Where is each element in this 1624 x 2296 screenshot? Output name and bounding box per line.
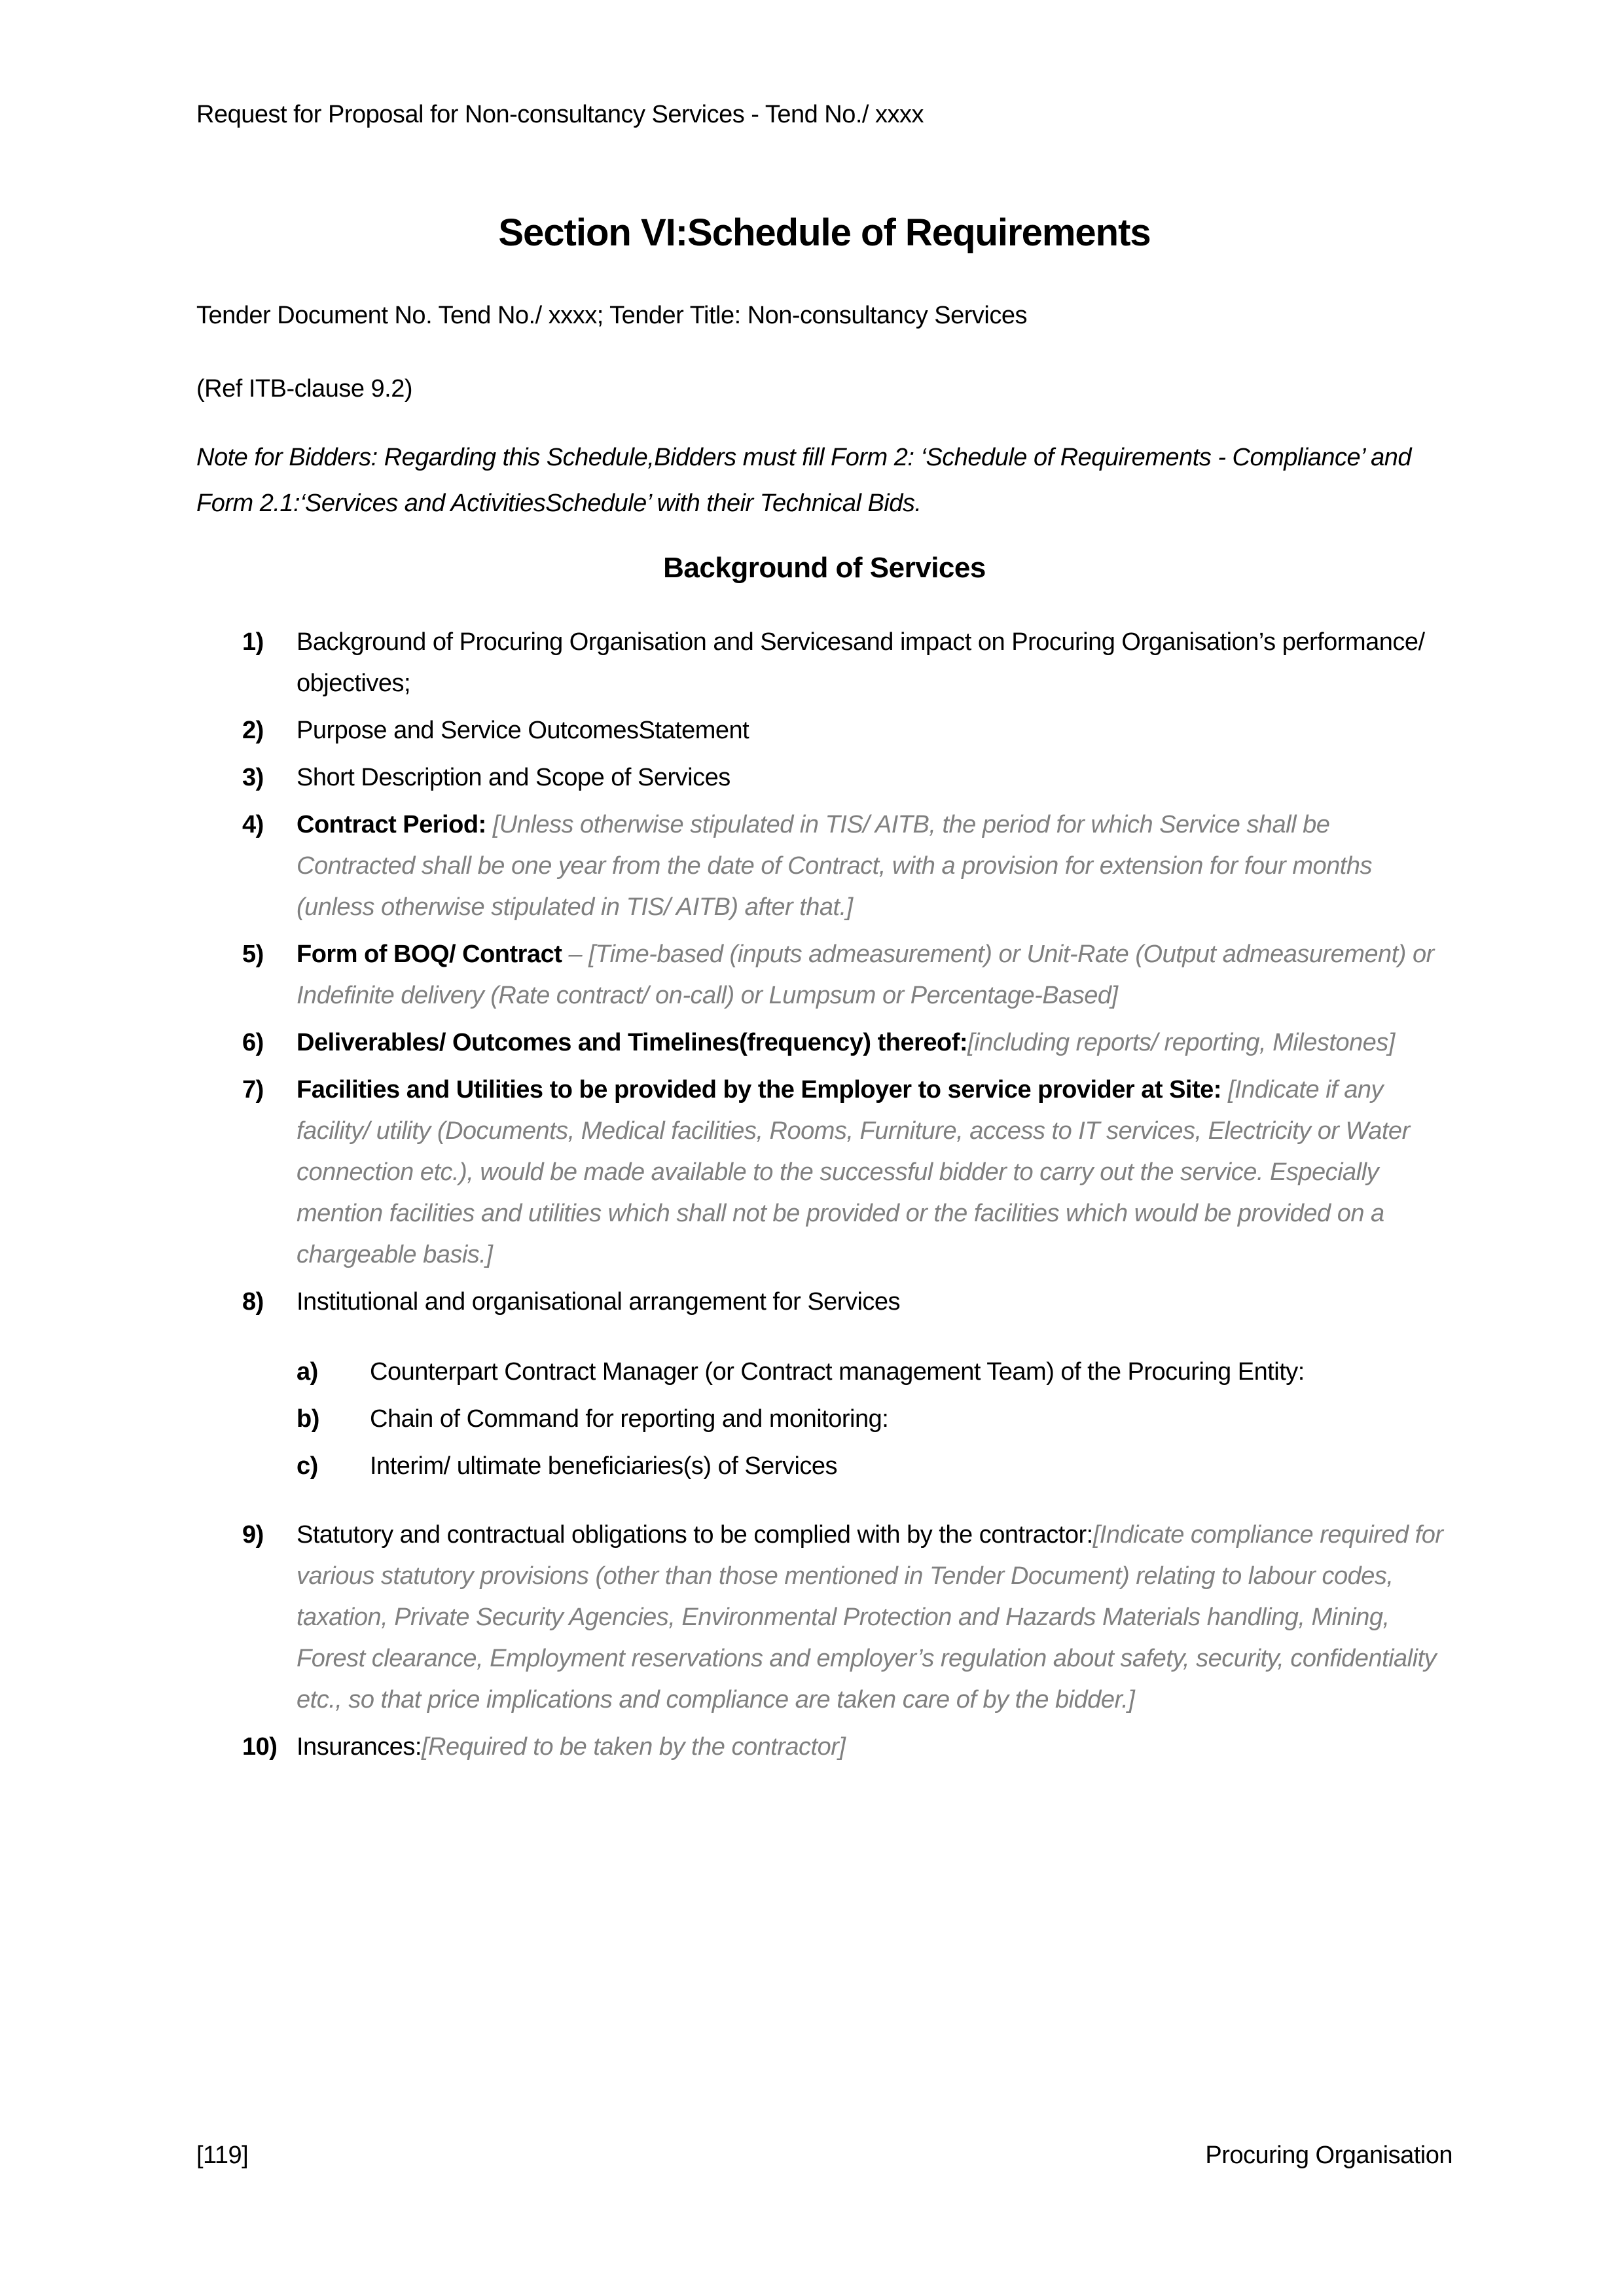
item-lead: Facilities and Utilities to be provided by the Employer to service provider at Site: [297, 1076, 1228, 1103]
page-number: [119] [196, 2142, 249, 2169]
item-lead: Deliverables/ Outcomes and Timelines(frequency) thereof: [297, 1029, 968, 1056]
item-marker: 2) [242, 717, 264, 744]
sub-list-item [297, 1399, 1453, 1440]
list-item [242, 1282, 1453, 1323]
page-title: Section VI:Schedule of Requirements [498, 211, 1151, 254]
item-gray: [Indicate if any facility/ utility (Documents, Medical facilities, Rooms, Furniture, access to IT services, Electricity or Water connection etc.), would be made available to the successful bidder to carry out the service. Especially mention facilities and utilities which shall not be provided or the facilities which would be provided on a chargeable basis.] [297, 1076, 1410, 1268]
page-header [196, 98, 1453, 131]
item-marker: 7) [242, 1076, 264, 1103]
list-item [242, 934, 1453, 1016]
list-item [242, 622, 1453, 704]
list-item [242, 710, 1453, 751]
item-body: Short Description and Scope of Services [297, 764, 731, 791]
item-lead: Contract Period: [297, 811, 493, 838]
sub-item-text: Counterpart Contract Manager (or Contract management Team) of the Procuring Entity: [370, 1358, 1305, 1386]
sub-list-item [297, 1446, 1453, 1487]
item-body: Background of Procuring Organisation and Servicesand impact on Procuring Organisation’s performance/ objectives; [297, 628, 1425, 697]
tender-number-line: Tender Document No. Tend No./ xxxx; Tender Title: Non-consultancy Services [196, 302, 1027, 329]
requirements-list [196, 622, 1453, 1768]
sub-item-marker: b) [297, 1405, 319, 1433]
list-item [242, 804, 1453, 928]
item-content [297, 710, 1453, 751]
sub-item-marker: a) [297, 1358, 318, 1386]
item-gray: – [Time-based (inputs admeasurement) or Unit-Rate (Output admeasurement) or Indefinite delivery (Rate contract/ on-call) or Lumpsum or Percentage-Based] [297, 941, 1434, 1009]
item-marker: 9) [242, 1521, 264, 1549]
list-item [242, 1069, 1453, 1276]
note-for-bidders: Note for Bidders: Regarding this Schedule,Bidders must fill Form 2: ‘Schedule of Requirements - Compliance’ and Form 2.1:‘Services and ActivitiesSchedule’ with their Technical Bids. [196, 444, 1411, 517]
item-marker: 5) [242, 941, 264, 968]
item-gray: [Unless otherwise stipulated in TIS/ AITB, the period for which Service shall be Contracted shall be one year from the date of Contract, with a provision for extension for four months (unless otherwise stipulated in TIS/ AITB) after that.] [297, 811, 1372, 921]
item-content [297, 804, 1453, 928]
list-item [242, 1022, 1453, 1064]
item-marker: 8) [242, 1288, 264, 1316]
item-gray: [Required to be taken by the contractor] [421, 1733, 846, 1761]
item-content [297, 1282, 1453, 1323]
item-content [297, 1727, 1453, 1768]
item-marker: 4) [242, 811, 264, 838]
list-item [242, 1727, 1453, 1768]
item-content [297, 934, 1453, 1016]
item-body: Institutional and organisational arrangement for Services [297, 1288, 901, 1316]
item-content [297, 757, 1453, 798]
item-marker: 10) [242, 1733, 278, 1761]
ref-clause-line: (Ref ITB-clause 9.2) [196, 375, 412, 403]
item-lead: Form of BOQ/ Contract [297, 941, 569, 968]
item-marker: 3) [242, 764, 264, 791]
list-item [242, 757, 1453, 798]
sub-item-marker: c) [297, 1452, 318, 1480]
item-content [297, 622, 1453, 704]
sub-list-item [297, 1352, 1453, 1393]
section-heading: Background of Services [663, 552, 986, 584]
item-content [297, 1515, 1453, 1721]
sub-item-text: Chain of Command for reporting and monitoring: [370, 1405, 889, 1433]
item-gray: [including reports/ reporting, Milestones] [967, 1029, 1395, 1056]
page-footer [196, 2139, 1453, 2172]
footer-organisation: Procuring Organisation [1205, 2142, 1453, 2169]
sub-list [297, 1352, 1453, 1487]
item-gray: [Indicate compliance required for various statutory provisions (other than those mentioned in Tender Document) relating to labour codes, taxation, Private Security Agencies, Environmental Protection and Hazards Materials handling, Mining, Forest clearance, Employment reservations and employer’s regulation about safety, security, confidentiality etc., so that price implications and compliance are taken care of by the bidder.] [297, 1521, 1443, 1713]
item-body: Purpose and Service OutcomesStatement [297, 717, 749, 744]
header-text: Request for Proposal for Non-consultancy Services - Tend No./ xxxx [196, 101, 924, 128]
item-marker: 6) [242, 1029, 264, 1056]
item-marker: 1) [242, 628, 264, 656]
item-body: Statutory and contractual obligations to be complied with by the contractor: [297, 1521, 1093, 1549]
list-item [242, 1515, 1453, 1721]
item-content [297, 1022, 1453, 1064]
item-content [297, 1069, 1453, 1276]
item-body: Insurances: [297, 1733, 422, 1761]
sub-item-text: Interim/ ultimate beneficiaries(s) of Services [370, 1452, 838, 1480]
